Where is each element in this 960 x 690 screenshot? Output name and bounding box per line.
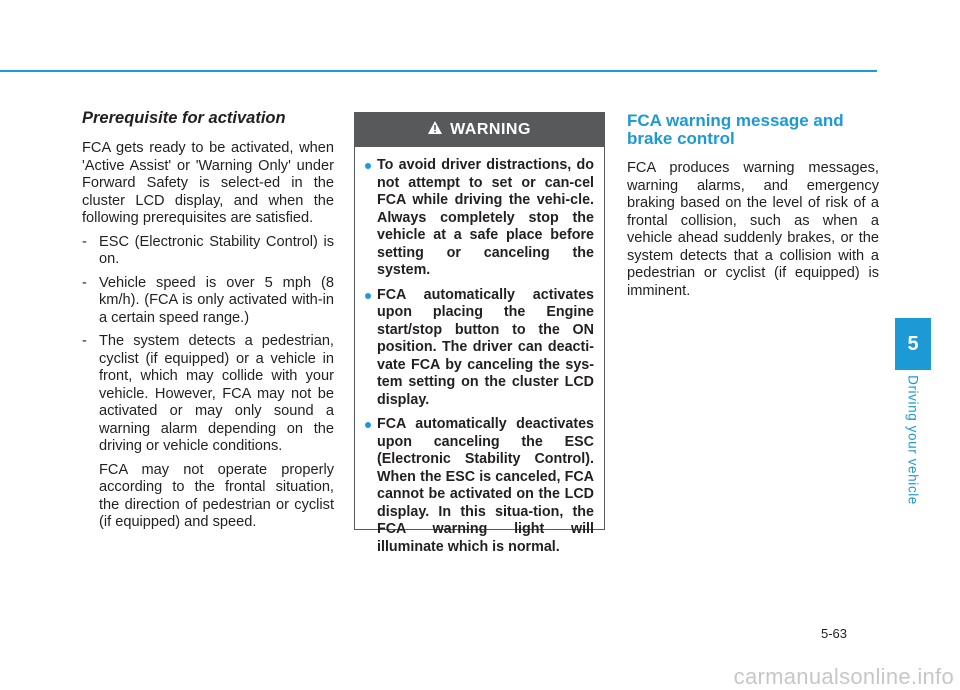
warning-header [355,113,604,147]
warning-box [354,112,605,555]
warning-item [365,157,594,280]
right-column [627,108,879,306]
prerequisite-item [82,234,334,269]
prerequisite-intro: FCA gets ready to be activated, when 'Active Assist' or 'Warning Only' under Forward Safety is select-ed in the cluster LCD display, and when the following prerequisites are satisfied. [82,140,334,226]
watermark: carmanualsonline.info [733,664,954,689]
warning-item [365,416,594,556]
warning-item-text: FCA automatically deactivates upon canceling the ESC (Electronic Stability Control). When the ESC is canceled, FCA cannot be activated on the LCD display. In this situa-tion, the FCA warning light will illuminate which is normal. [377,416,594,555]
prerequisite-item [82,275,334,328]
prerequisite-note: FCA may not operate properly according to the frontal situation, the direction of pedestrian or cyclist (if equipped) and speed. [99,461,334,530]
dash-marker: - [82,333,87,349]
prerequisite-item-text: ESC (Electronic Stability Control) is on. [99,233,334,267]
chapter-label: Driving your vehicle [905,375,921,505]
dash-marker: - [82,233,87,250]
chapter-number: 5 [907,332,919,355]
dash-marker: - [82,274,87,291]
page-number: 5-63 [821,626,848,641]
chapter-tab [895,318,931,370]
header-rule [0,70,877,72]
warning-item [365,287,594,410]
section-title: FCA warning message and brake control [627,111,844,148]
warning-item-text: FCA automatically activates upon placing the Engine start/stop button to the ON position. The driver can deacti-vate FCA by canceling the sys-tem setting on the cluster LCD display. [377,286,594,408]
prerequisite-heading: Prerequisite for activation [82,109,286,127]
bullet-icon [365,422,371,428]
section-body: FCA produces warning messages, warning alarms, and emergency braking based on the level of risk of a frontal collision, such as when a vehicle ahead suddenly brakes, or the system detects that a collision with a pedestrian or cyclist (if equipped) is imminent. [627,160,879,299]
bullet-icon [365,163,371,169]
prerequisite-item-text: The system detects a pedestrian, cyclist (if equipped) or a vehicle in front, which may collide with your vehicle. However, FCA may not be activated or may only sound a warning alarm depending on the driving or vehicle conditions. [99,333,334,454]
warning-item-text: To avoid driver distractions, do not attempt to set or can-cel FCA while driving the vehi-cle. Always completely stop the vehicle at a safe place before setting or canceling the system. [377,157,594,278]
warning-triangle-icon [428,121,442,139]
bullet-icon [365,293,371,299]
prerequisite-item [82,333,334,456]
warning-title: WARNING [450,121,531,138]
warning-list [355,147,604,556]
left-column [82,108,334,532]
prerequisite-item-text: Vehicle speed is over 5 mph (8 km/h). (FCA is only activated with-in a certain speed range.) [99,274,334,326]
